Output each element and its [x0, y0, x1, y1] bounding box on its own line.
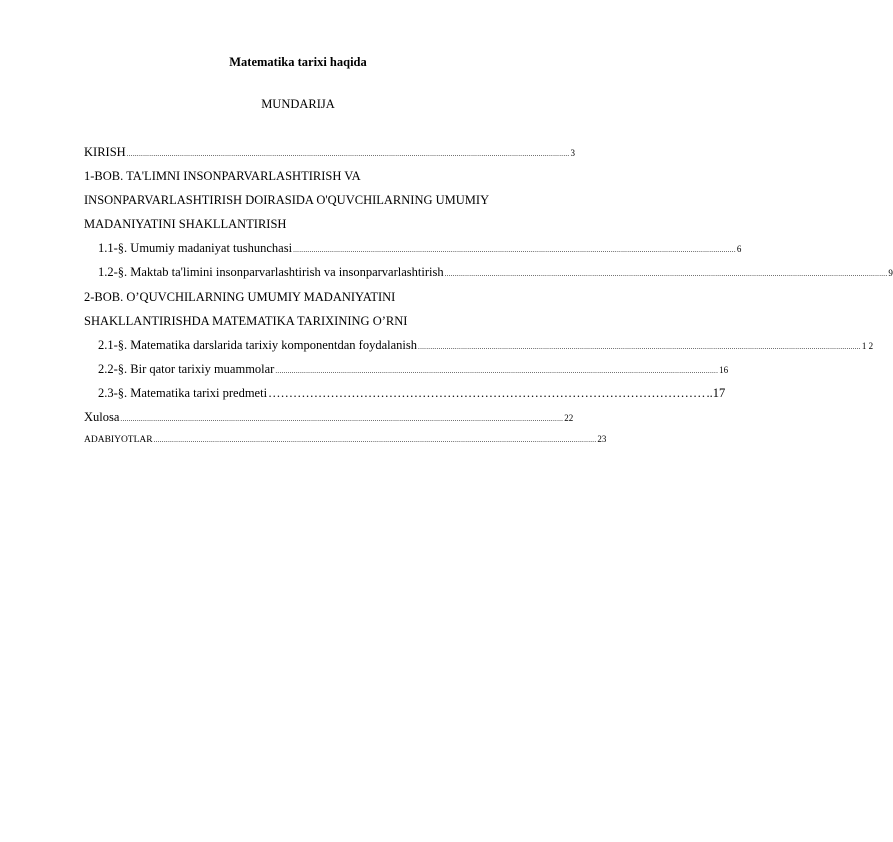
toc-entry-page: 16 [719, 365, 729, 375]
toc-chapter-1-line-3[interactable]: MADANIYATINI SHAKLLANTIRISH [84, 217, 287, 231]
toc-entry-label: KIRISH [84, 145, 126, 159]
toc-entry-1-1[interactable] [98, 241, 742, 256]
toc-entry-page: 6 [736, 244, 742, 254]
toc-entry-label: Xulosa [84, 410, 120, 424]
toc-entry-label: ADABIYOTLAR [84, 435, 153, 445]
dot-leader: ........................................................................................................................................................................................................................ [444, 270, 888, 278]
dot-leader: ........................................................................................................................................................................................................................ [126, 150, 570, 158]
toc-entry-label: 1.1-§. Umumiy madaniyat tushunchasi [98, 241, 293, 255]
toc-entry-2-2[interactable] [98, 362, 729, 377]
toc-entry-page: 9 [888, 268, 893, 278]
toc-chapter-1-line-2[interactable]: INSONPARVARLASHTIRISH DOIRASIDA O'QUVCHILARNING UMUMIY [84, 193, 490, 207]
toc-entry-2-3[interactable] [98, 386, 726, 401]
toc-chapter-1-line-1[interactable]: 1-BOB. TA'LIMNI INSONPARVARLASHTIRISH VA [84, 169, 361, 183]
toc-entry-page: 22 [564, 413, 574, 423]
toc-chapter-2-line-2[interactable]: SHAKLLANTIRISHDA MATEMATIKA TARIXINING O’RNI [84, 314, 408, 328]
dot-leader: …………………………………………………………………………………………… [268, 386, 706, 400]
dot-leader: ........................................................................................................................................................................................................................ [293, 246, 736, 254]
dot-leader: ........................................................................................................................................................................................................................ [120, 415, 564, 423]
toc-entry-xulosa[interactable] [84, 410, 574, 425]
toc-entry-page: ..17 [706, 386, 726, 400]
toc-entry-2-1[interactable] [98, 338, 874, 353]
toc-entry-label: 2.3-§. Matematika tarixi predmeti [98, 386, 268, 400]
dot-leader: ........................................................................................................................................................................................................................ [418, 343, 861, 351]
toc-entry-1-2[interactable] [98, 265, 893, 280]
toc-heading: MUNDARIJA [261, 97, 335, 111]
toc-entry-kirish[interactable] [84, 145, 575, 160]
toc-entry-page: 23 [597, 434, 607, 444]
toc-entry-adabiyotlar[interactable] [84, 434, 607, 445]
toc-entry-page: 3 [570, 148, 575, 158]
toc-entry-page: 1 2 [861, 341, 874, 351]
document-title: Matematika tarixi haqida [229, 55, 367, 69]
toc-entry-label: 1.2-§. Maktab ta'limini insonparvarlashtirish va insonparvarlashtirish [98, 265, 444, 279]
toc-chapter-2-line-1[interactable]: 2-BOB. O’QUVCHILARNING UMUMIY MADANIYATINI [84, 290, 396, 304]
dot-leader: ........................................................................................................................................................................................................................ [275, 367, 719, 375]
toc-entry-label: 2.2-§. Bir qator tarixiy muammolar [98, 362, 275, 376]
toc-entry-label: 2.1-§. Matematika darslarida tarixiy komponentdan foydalanish [98, 338, 418, 352]
dot-leader: ........................................................................................................................................................................................................................ [153, 436, 597, 444]
